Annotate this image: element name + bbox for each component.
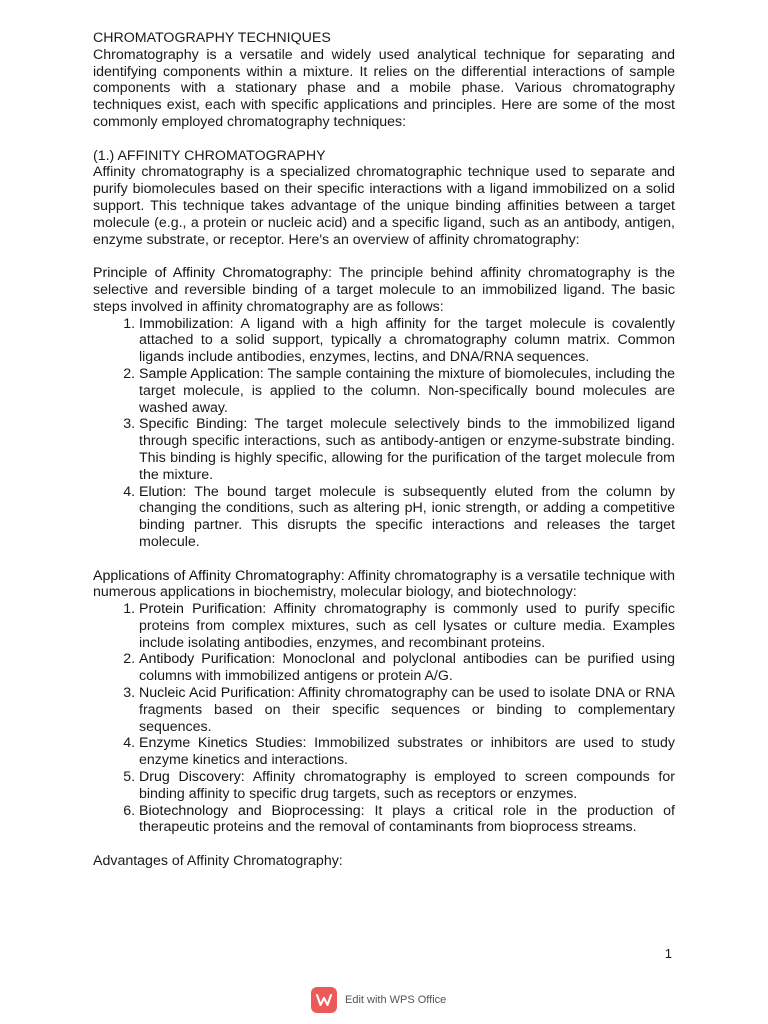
application-term: Biotechnology and Bioprocessing: [139,802,365,819]
step-term: Sample Application: [139,365,264,382]
step-text: A ligand with a high affinity for the target molecule is covalently attached to a solid support, typically a chromatography column matrix. Common ligands include antibodies, enzymes, lectins, and DNA/RNA sequences. [139,315,675,366]
section-heading: (1.) AFFINITY CHROMATOGRAPHY [93,147,326,164]
list-item [139,484,675,551]
application-text: Affinity chromatography is employed to screen compounds for binding affinity to specific drug targets, such as receptors or enzymes. [139,769,675,802]
application-text: It plays a critical role in the production of therapeutic proteins and the removal of contaminants from bioprocess streams. [139,802,675,836]
wps-logo-icon [311,987,337,1013]
list-item [139,366,675,416]
application-term: Enzyme Kinetics Studies: [139,735,307,752]
page-number: 1 [664,946,672,961]
application-text: Monoclonal and polyclonal antibodies can be purified using columns with immobilized antigens or protein A/G. [139,651,675,685]
application-term: Antibody Purification: [139,651,276,668]
list-item [139,769,675,803]
application-term: Nucleic Acid Purification: [139,685,295,702]
application-text: Affinity chromatography is commonly used to purify specific proteins from complex mixtures, such as cell lysates or culture media. Examples include isolating antibodies, enzymes, and recombinant proteins. [139,601,675,651]
principle-paragraph [93,265,675,315]
application-text: Immobilized substrates or inhibitors are used to study enzyme kinetics and interactions. [139,735,675,769]
list-item [139,735,675,769]
step-text: The target molecule selectively binds to the immobilized ligand through specific interactions, such as antibody-antigen or enzyme-substrate binding. This binding is highly specific, allowing for the purification of the target molecule from the mixture. [139,416,676,483]
spacer [93,131,675,148]
step-term: Specific Binding: [139,416,248,433]
application-term: Protein Purification: [139,601,267,618]
application-term: Drug Discovery: [139,769,245,786]
list-item [139,803,675,837]
section-description: Affinity chromatography is a specialized chromatographic technique used to separate and purify biomolecules based on their specific interactions with a ligand immobilized on a solid support. This technique takes advantage of the unique binding affinities between a target molecule (e.g., a protein or nucleic acid) and a specific ligand, such as an antibody, antigen, enzyme substrate, or receptor. Here's an overview of affinity chromatography: [93,164,675,248]
list-item [139,685,675,735]
advantages-heading: Advantages of Affinity Chromatography: [93,853,343,870]
list-item [139,316,675,366]
wps-edit-link[interactable] [311,986,446,1014]
applications-term: Applications of Affinity Chromatography: [93,567,345,584]
applications-paragraph [93,568,675,602]
spacer [93,248,675,265]
applications-list [93,601,675,836]
document-title: CHROMATOGRAPHY TECHNIQUES [93,30,331,46]
step-term: Immobilization: [139,315,234,332]
step-text: The bound target molecule is subsequently eluted from the column by changing the conditions, such as altering pH, ionic strength, or adding a competitive binding partner. This disrupts the specific interactions and releases the target molecule. [139,483,675,550]
spacer [93,551,675,568]
wps-label[interactable]: Edit with WPS Office [345,993,447,1006]
document-page [93,30,675,870]
spacer [93,836,675,853]
list-item [139,416,675,483]
list-item [139,651,675,685]
wps-w-icon [316,993,332,1007]
applications-text: Affinity chromatography is a versatile technique with numerous applications in biochemistry, molecular biology, and biotechnology: [93,567,675,601]
intro-paragraph: Chromatography is a versatile and widely used analytical technique for separating and identifying components within a mixture. It relies on the differential interactions of sample components with a stationary phase and a mobile phase. Various chromatography techniques exist, each with specific applications and principles. Here are some of the most commonly employed chromatography techniques: [93,46,675,130]
principle-steps-list [93,316,675,551]
step-term: Elution: [139,483,187,500]
principle-term: Principle of Affinity Chromatography: [93,265,332,282]
step-text: The sample containing the mixture of biomolecules, including the target molecule, is applied to the column. Non-specifically bound molecules are washed away. [139,365,675,416]
principle-text: The principle behind affinity chromatography is the selective and reversible binding of a target molecule to an immobilized ligand. The basic steps involved in affinity chromatography are as follows: [93,265,675,315]
application-text: Affinity chromatography can be used to isolate DNA or RNA fragments based on their specific sequences or binding to complementary sequences. [139,685,675,735]
list-item [139,601,675,651]
